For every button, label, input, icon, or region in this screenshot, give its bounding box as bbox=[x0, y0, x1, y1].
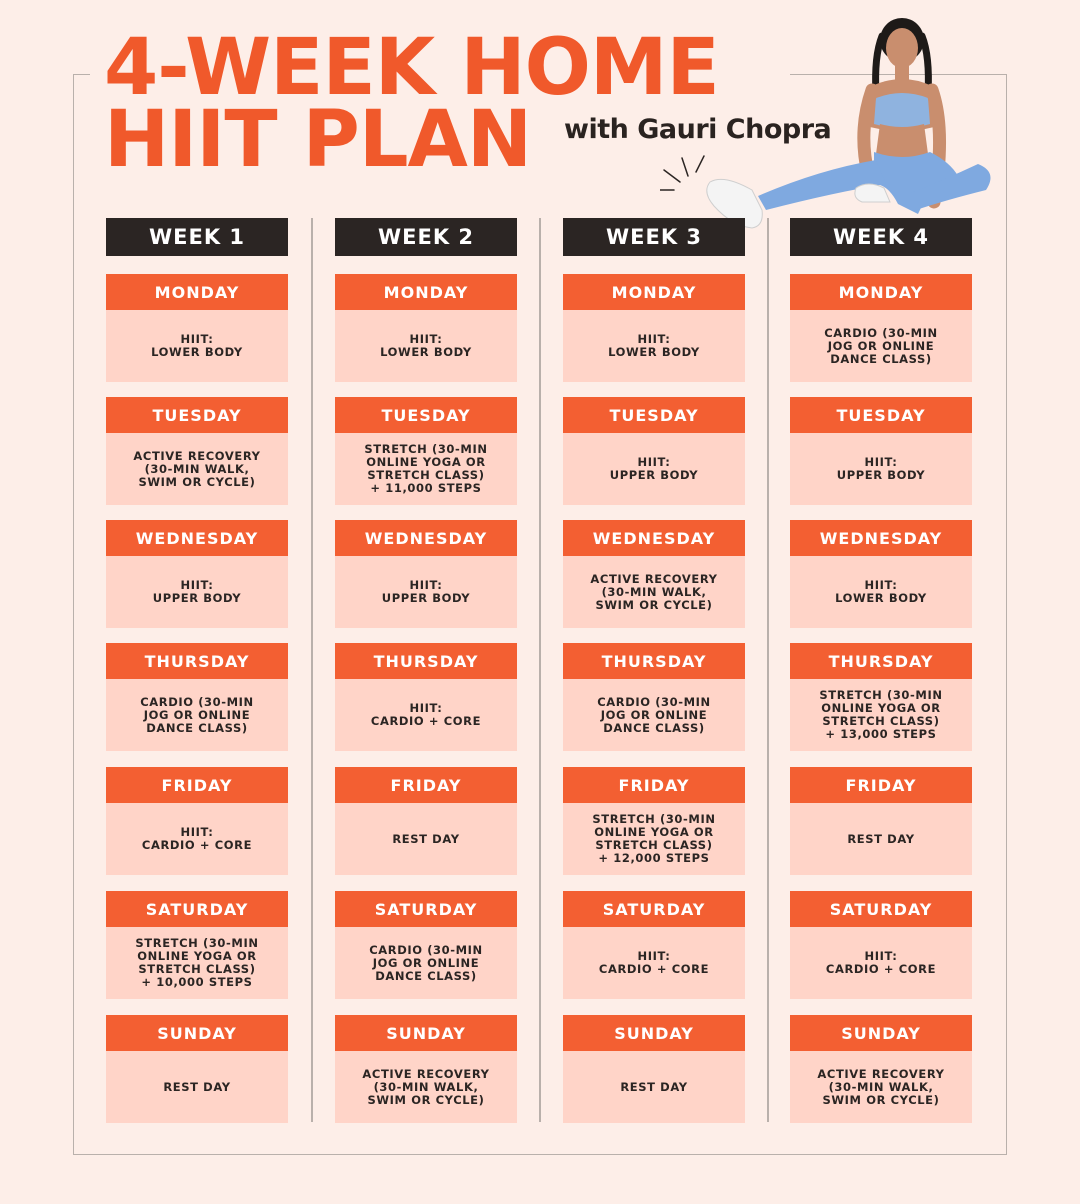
week-column bbox=[335, 218, 517, 1107]
day-activity: HIIT: UPPER BODY bbox=[106, 556, 288, 628]
day-card bbox=[335, 397, 517, 505]
athlete-photo bbox=[660, 14, 1000, 244]
week-column bbox=[106, 218, 288, 1094]
day-name: MONDAY bbox=[790, 274, 972, 310]
day-activity: REST DAY bbox=[790, 803, 972, 875]
column-divider-1 bbox=[311, 218, 313, 1122]
day-name: FRIDAY bbox=[563, 767, 745, 803]
week-header: WEEK 3 bbox=[563, 218, 745, 256]
day-activity: HIIT: CARDIO + CORE bbox=[790, 927, 972, 999]
day-card bbox=[335, 891, 517, 999]
day-card bbox=[106, 274, 288, 382]
day-card bbox=[563, 891, 745, 999]
day-name: TUESDAY bbox=[335, 397, 517, 433]
day-name: MONDAY bbox=[563, 274, 745, 310]
day-name: SUNDAY bbox=[335, 1015, 517, 1051]
day-activity: ACTIVE RECOVERY (30-MIN WALK, SWIM OR CYCLE) bbox=[335, 1051, 517, 1123]
day-card bbox=[563, 397, 745, 505]
day-card bbox=[790, 643, 972, 751]
day-card bbox=[106, 1015, 288, 1123]
week-column bbox=[790, 218, 972, 1107]
page-subtitle: with Gauri Chopra bbox=[564, 114, 832, 145]
day-name: TUESDAY bbox=[790, 397, 972, 433]
day-name: FRIDAY bbox=[790, 767, 972, 803]
day-activity: STRETCH (30-MIN ONLINE YOGA OR STRETCH CLASS) + 12,000 STEPS bbox=[563, 803, 745, 875]
day-activity: STRETCH (30-MIN ONLINE YOGA OR STRETCH CLASS) + 13,000 STEPS bbox=[790, 679, 972, 751]
day-card bbox=[106, 767, 288, 875]
day-name: MONDAY bbox=[335, 274, 517, 310]
day-name: WEDNESDAY bbox=[790, 520, 972, 556]
day-card bbox=[790, 1015, 972, 1123]
week-header: WEEK 4 bbox=[790, 218, 972, 256]
day-activity: HIIT: LOWER BODY bbox=[335, 310, 517, 382]
title-line-1: 4-WEEK HOME bbox=[104, 23, 719, 113]
day-card bbox=[563, 520, 745, 628]
day-activity: HIIT: UPPER BODY bbox=[790, 433, 972, 505]
day-name: SATURDAY bbox=[563, 891, 745, 927]
day-card bbox=[563, 767, 745, 875]
day-activity: ACTIVE RECOVERY (30-MIN WALK, SWIM OR CYCLE) bbox=[790, 1051, 972, 1123]
day-activity: CARDIO (30-MIN JOG OR ONLINE DANCE CLASS) bbox=[563, 679, 745, 751]
week-header: WEEK 2 bbox=[335, 218, 517, 256]
day-name: TUESDAY bbox=[106, 397, 288, 433]
day-activity: HIIT: LOWER BODY bbox=[106, 310, 288, 382]
day-name: SUNDAY bbox=[563, 1015, 745, 1051]
day-activity: HIIT: LOWER BODY bbox=[790, 556, 972, 628]
day-name: SATURDAY bbox=[335, 891, 517, 927]
day-activity: STRETCH (30-MIN ONLINE YOGA OR STRETCH CLASS) + 11,000 STEPS bbox=[335, 433, 517, 505]
day-card bbox=[335, 274, 517, 382]
day-activity: STRETCH (30-MIN ONLINE YOGA OR STRETCH CLASS) + 10,000 STEPS bbox=[106, 927, 288, 999]
week-header: WEEK 1 bbox=[106, 218, 288, 256]
day-name: THURSDAY bbox=[335, 643, 517, 679]
day-name: SUNDAY bbox=[790, 1015, 972, 1051]
page-title bbox=[104, 23, 719, 185]
day-name: THURSDAY bbox=[790, 643, 972, 679]
day-card bbox=[563, 643, 745, 751]
day-card bbox=[335, 520, 517, 628]
column-divider-3 bbox=[767, 218, 769, 1122]
day-activity: REST DAY bbox=[563, 1051, 745, 1123]
day-activity: HIIT: UPPER BODY bbox=[563, 433, 745, 505]
day-activity: CARDIO (30-MIN JOG OR ONLINE DANCE CLASS) bbox=[106, 679, 288, 751]
day-activity: HIIT: LOWER BODY bbox=[563, 310, 745, 382]
day-card bbox=[106, 891, 288, 999]
day-name: SATURDAY bbox=[106, 891, 288, 927]
day-name: FRIDAY bbox=[106, 767, 288, 803]
day-name: WEDNESDAY bbox=[563, 520, 745, 556]
week-column bbox=[563, 218, 745, 1094]
title-line-2: HIIT PLAN bbox=[104, 95, 532, 185]
day-activity: ACTIVE RECOVERY (30-MIN WALK, SWIM OR CYCLE) bbox=[563, 556, 745, 628]
day-activity: ACTIVE RECOVERY (30-MIN WALK, SWIM OR CYCLE) bbox=[106, 433, 288, 505]
day-activity: HIIT: CARDIO + CORE bbox=[106, 803, 288, 875]
day-name: TUESDAY bbox=[563, 397, 745, 433]
day-card bbox=[790, 891, 972, 999]
day-activity: HIIT: CARDIO + CORE bbox=[335, 679, 517, 751]
day-activity: CARDIO (30-MIN JOG OR ONLINE DANCE CLASS) bbox=[790, 310, 972, 382]
day-name: WEDNESDAY bbox=[335, 520, 517, 556]
day-name: MONDAY bbox=[106, 274, 288, 310]
day-name: THURSDAY bbox=[563, 643, 745, 679]
day-name: THURSDAY bbox=[106, 643, 288, 679]
day-card bbox=[563, 1015, 745, 1123]
day-name: SUNDAY bbox=[106, 1015, 288, 1051]
day-card bbox=[335, 643, 517, 751]
day-name: FRIDAY bbox=[335, 767, 517, 803]
day-card bbox=[106, 643, 288, 751]
day-activity: HIIT: UPPER BODY bbox=[335, 556, 517, 628]
day-activity: HIIT: CARDIO + CORE bbox=[563, 927, 745, 999]
day-card bbox=[790, 274, 972, 382]
day-card bbox=[106, 397, 288, 505]
day-card bbox=[335, 767, 517, 875]
day-card bbox=[790, 397, 972, 505]
day-name: WEDNESDAY bbox=[106, 520, 288, 556]
day-activity: CARDIO (30-MIN JOG OR ONLINE DANCE CLASS) bbox=[335, 927, 517, 999]
day-activity: REST DAY bbox=[335, 803, 517, 875]
day-card bbox=[563, 274, 745, 382]
day-card bbox=[335, 1015, 517, 1123]
day-card bbox=[790, 767, 972, 875]
day-card bbox=[790, 520, 972, 628]
day-name: SATURDAY bbox=[790, 891, 972, 927]
column-divider-2 bbox=[539, 218, 541, 1122]
day-card bbox=[106, 520, 288, 628]
day-activity: REST DAY bbox=[106, 1051, 288, 1123]
